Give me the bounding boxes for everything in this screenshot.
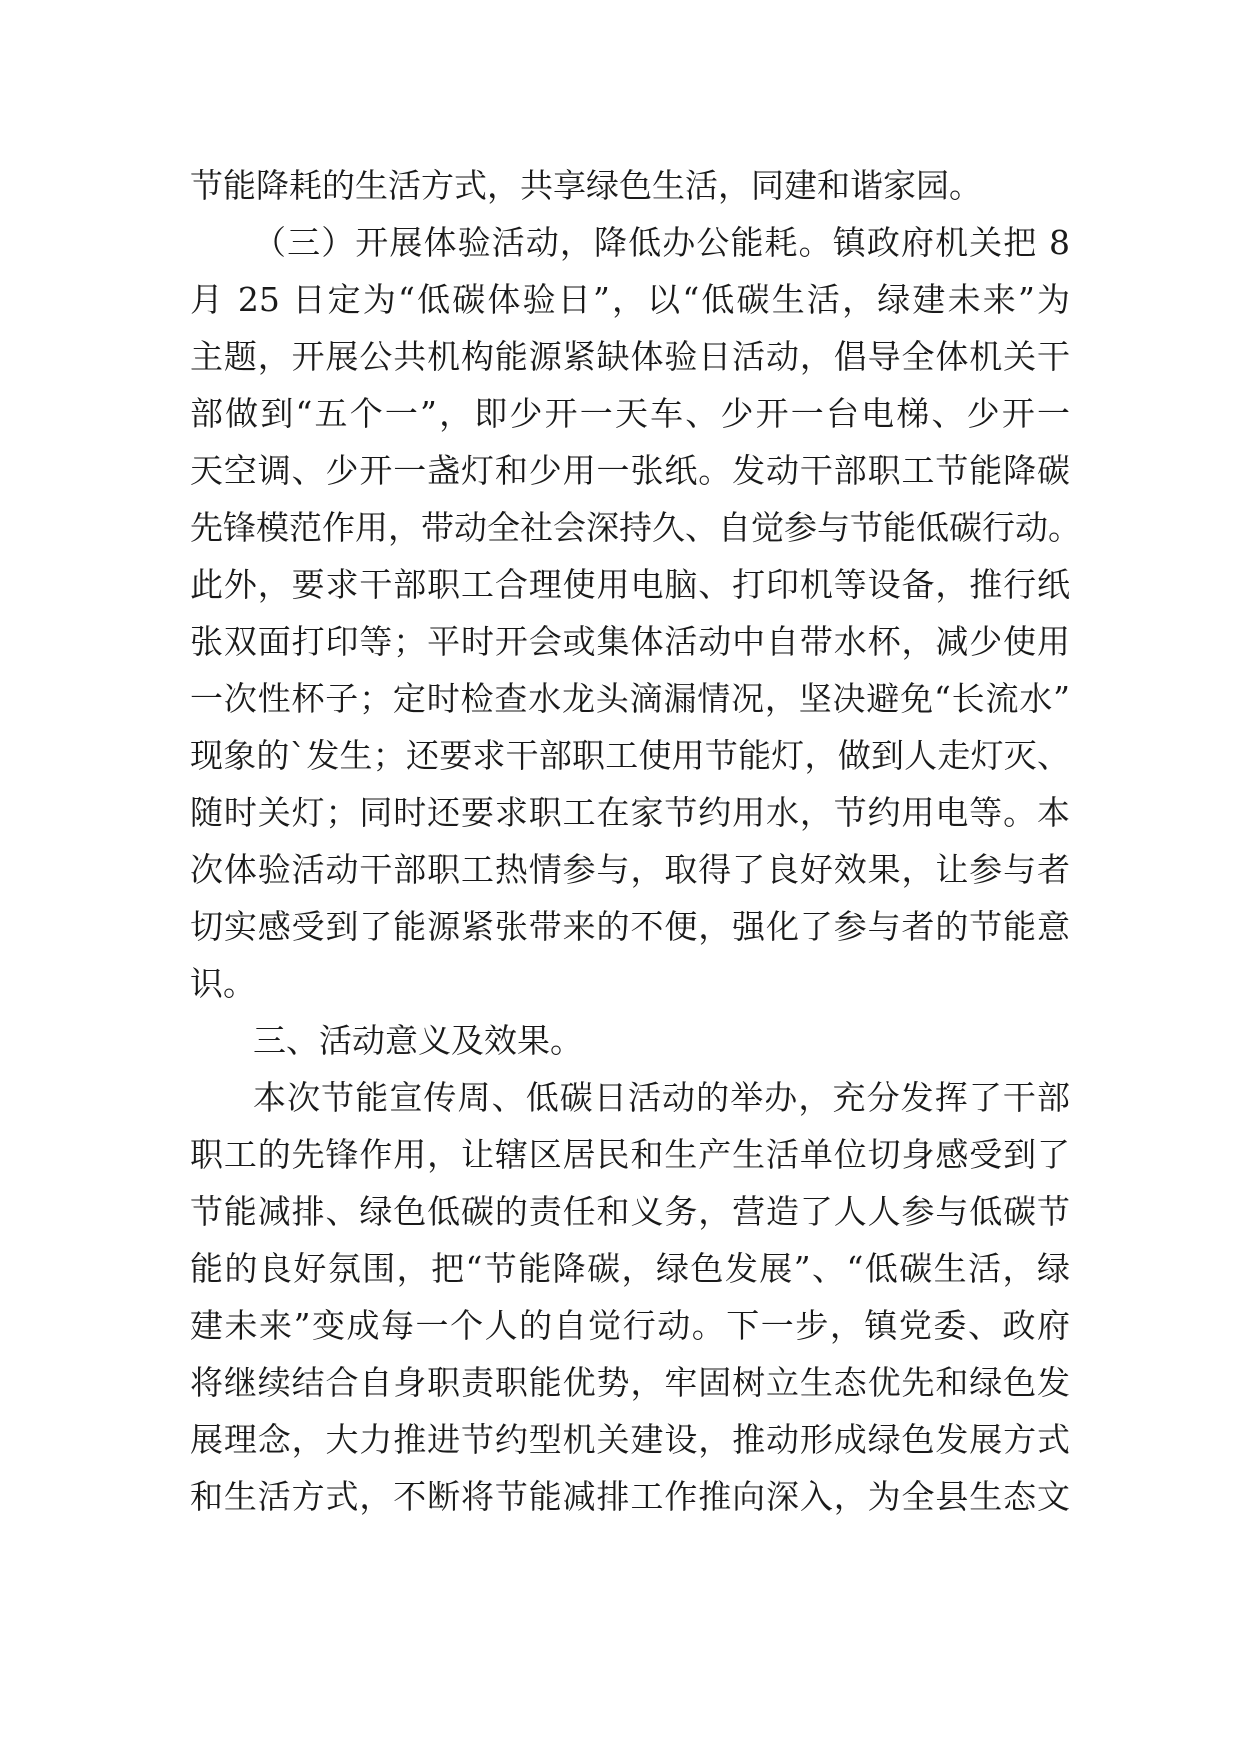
text-line: 此外，要求干部职工合理使用电脑、打印机等设备，推行纸 xyxy=(190,565,1070,604)
text-line: 节能减排、绿色低碳的责任和义务，营造了人人参与低碳节 xyxy=(190,1192,1070,1231)
text-line: 部做到“五个一”，即少开一天车、少开一台电梯、少开一 xyxy=(190,394,1070,433)
section-heading-line: （三）开展体验活动，降低办公能耗。镇政府机关把 8 xyxy=(253,223,1070,262)
text-line: 现象的`发生；还要求干部职工使用节能灯，做到人走灯灭、 xyxy=(190,736,1070,775)
text-line: 先锋模范作用，带动全社会深持久、自觉参与节能低碳行动。 xyxy=(190,508,1081,547)
text-line: 和生活方式，不断将节能减排工作推向深入，为全县生态文 xyxy=(190,1477,1070,1516)
text-line: 切实感受到了能源紧张带来的不便，强化了参与者的节能意 xyxy=(190,907,1070,946)
text-line: 将继续结合自身职责职能优势，牢固树立生态优先和绿色发 xyxy=(190,1363,1070,1402)
text-line: 随时关灯；同时还要求职工在家节约用水，节约用电等。本 xyxy=(190,793,1070,832)
text-line: 一次性杯子；定时检查水龙头滴漏情况，坚决避免“长流水” xyxy=(190,679,1070,718)
text-line: 职工的先锋作用，让辖区居民和生产生活单位切身感受到了 xyxy=(190,1135,1070,1174)
paragraph-first-line: 本次节能宣传周、低碳日活动的举办，充分发挥了干部 xyxy=(253,1078,1070,1117)
text-line: 月 25 日定为“低碳体验日”，以“低碳生活，绿建未来”为 xyxy=(190,280,1070,319)
text-line: 天空调、少开一盏灯和少用一张纸。发动干部职工节能降碳 xyxy=(190,451,1070,490)
text-line: 能的良好氛围，把“节能降碳，绿色发展”、“低碳生活，绿 xyxy=(190,1249,1070,1288)
text-line: 识。 xyxy=(190,964,256,1003)
section-heading: 三、活动意义及效果。 xyxy=(253,1021,583,1060)
text-line: 次体验活动干部职工热情参与，取得了良好效果，让参与者 xyxy=(190,850,1070,889)
text-line: 展理念，大力推进节约型机关建设，推动形成绿色发展方式 xyxy=(190,1420,1070,1459)
text-line: 节能降耗的生活方式，共享绿色生活，同建和谐家园。 xyxy=(190,166,982,205)
text-line: 主题，开展公共机构能源紧缺体验日活动，倡导全体机关干 xyxy=(190,337,1070,376)
text-line: 张双面打印等；平时开会或集体活动中自带水杯，减少使用 xyxy=(190,622,1070,661)
text-line: 建未来”变成每一个人的自觉行动。下一步，镇党委、政府 xyxy=(190,1306,1070,1345)
